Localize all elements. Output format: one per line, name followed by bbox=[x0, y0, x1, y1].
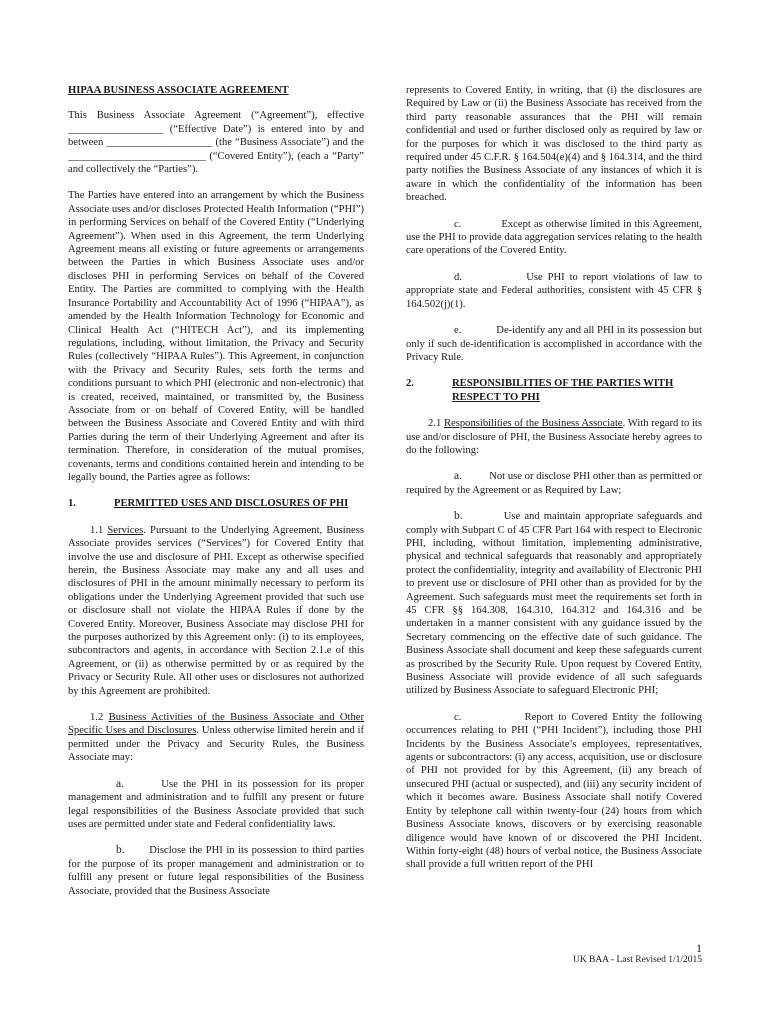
section-number: 1. bbox=[68, 498, 76, 510]
section-2-heading bbox=[406, 377, 702, 404]
recitals-paragraph: The Parties have entered into an arrangement by which the Business Associate uses and/or discloses Protected Health Information (“PHI”) in performing Services on behalf of the Covered Entity (“Underlying Agreement”). When used in this Agreement, the term Underlying Agreement means all existing or future agreements or arrangements between the Parties in which Business Associate uses and/or discloses PHI in performing Services on behalf of the Covered Entity. The Parties are committed to complying with the Health Insurance Portability and Accountability Act of 1996 (“HIPAA”), as amended by the Health Information Technology for Economic and Clinical Health Act (“HITECH Act”), and its implementing regulations, including, without limitation, the Privacy and Security Rules (collectively “HIPAA Rules”). This Agreement, in conjunction with the Privacy and Security Rules, sets forth the terms and conditions pursuant to which PHI (electronic and non-electronic) that is created, received, maintained, or transmitted by, the Business Associate from or on behalf of Covered Entity, will be handled between the Business Associate and Covered Entity and with third Parties during the term of their Underlying Agreement and after its termination. Therefore, in consideration of the mutual promises, covenants, terms and conditions contained herein and intending to be legally bound, the Parties agree as follows: bbox=[68, 190, 364, 483]
subclause-label: b. bbox=[454, 510, 463, 523]
subclause-c bbox=[406, 218, 702, 258]
subclause-label: c. bbox=[454, 218, 462, 230]
subclause-label: e. bbox=[454, 325, 462, 337]
subclause-2-1-b bbox=[406, 510, 702, 698]
section-1-heading bbox=[68, 497, 364, 510]
clause-text: . With regard to its use and/or disclosure of PHI, the Business Associate hereby agrees to do the following: bbox=[406, 418, 702, 456]
subclause-text: Except as otherwise limited in this Agreement, use the PHI to provide data aggregation services relating to the health care operations of the Covered Entity. bbox=[406, 218, 702, 257]
subclause-text: Use the PHI in its possession for its proper management and administration and to fulfill any present or future legal responsibilities of the Business Associate provided that such uses are permitted under state and Federal confidentiality laws. bbox=[68, 778, 364, 830]
subclause-label: d. bbox=[454, 271, 462, 283]
clause-heading: Business Activities of the Business Associate and Other Specific Uses and Disclosures bbox=[68, 712, 364, 737]
subclause-text: Use PHI to report violations of law to appropriate state and Federal authorities, consistent with 45 CFR § 164.502(j)(1). bbox=[406, 271, 702, 310]
clause-label: 2.1 bbox=[428, 418, 442, 430]
clause-2-1 bbox=[406, 417, 702, 457]
clause-1-2 bbox=[68, 711, 364, 765]
section-title: PERMITTED USES AND DISCLOSURES OF PHI bbox=[114, 498, 349, 510]
left-column bbox=[68, 84, 364, 911]
clause-label: 1.2 bbox=[90, 712, 104, 724]
subclause-text: Report to Covered Entity the following occurrences relating to PHI (“PHI Incident”), including those PHI Incidents by the Business Associate’s employees, representatives, agents or subcontractors: (i) any access, acquisition, use or disclosure of PHI not provided for by this Agreement, (ii) any breach of unsecured PHI (actual or suspected), and (iii) any security incident of which it becomes aware. Business Associate shall notify Covered Entity by telephone call within twenty-four (24) hours from which Business Associate knows, discovers or by exercising reasonable diligence would have known of or discovered the PHI Incident. Within forty-eight (48) hours of verbal notice, the Business Associate shall provide a full written report of the PHI bbox=[406, 711, 702, 871]
clause-text: . Unless otherwise limited herein and if permitted under the Privacy and Security Rules, the Business Associate may: bbox=[68, 725, 365, 764]
subclause-label: a. bbox=[116, 777, 124, 790]
clause-heading: Responsibilities of the Business Associate bbox=[443, 418, 623, 430]
clause-text: . Pursuant to the Underlying Agreement, Business Associate provides services (“Services”) for Covered Entity that involve the use and disclosure of PHI. Except as otherwise specified herein, the Business Associate may make any and all uses and disclosures of PHI in the amount minimally necessary to perform its obligations under the Underlying Agreement provided that such use or disclosure shall not violate the HIPAA Rules if done by the Covered Entity. Moreover, Business Associate may disclose PHI for the purposes authorized by this Agreement only: (i) to its employees, subcontractors and agents, in accordance with Section 2.1.e of this Agreement, or (ii) as otherwise permitted by or as required by the Privacy or Security Rule. All other uses or disclosures not authorized by this Agreement are prohibited. bbox=[68, 524, 364, 697]
page-number: 1 bbox=[696, 941, 702, 955]
clause-label: 1.1 bbox=[90, 524, 104, 536]
subclause-b bbox=[68, 844, 364, 898]
subclause-text: De-identify any and all PHI in its possession but only if such de-identification is accomplished in accordance with the Privacy Rule. bbox=[406, 325, 702, 363]
intro-paragraph: This Business Associate Agreement (“Agreement”), effective __________________ (“Effective Date”) is entered into by and between ____________________ (the “Business Associate”) and the __________________________ (“Covered Entity”), (each a “Party” and collectively the “Parties”). bbox=[68, 110, 364, 176]
subclause-label: c. bbox=[454, 711, 462, 723]
clause-heading: Services bbox=[107, 524, 144, 536]
subclause-d bbox=[406, 271, 702, 311]
revision-note: UK BAA - Last Revised 1/1/2015 bbox=[572, 955, 702, 965]
subclause-2-1-a bbox=[406, 470, 702, 497]
section-number: 2. bbox=[406, 378, 414, 390]
subclause-e bbox=[406, 324, 702, 364]
subclause-a bbox=[68, 778, 364, 832]
subclause-label: b. bbox=[116, 844, 125, 857]
document-title: HIPAA BUSINESS ASSOCIATE AGREEMENT bbox=[68, 85, 289, 96]
subclause-label: a. bbox=[454, 470, 462, 483]
subclause-b-continued: represents to Covered Entity, in writing, that (i) the disclosures are Required by Law or (ii) the Business Associate has received from the third party reasonable assurances that the PHI will remain confidential and used or further disclosed only as required by law or for the purposes for which it was disclosed to the third party as required under 45 C.F.R. § 164.504(e)(4) and § 164.314, and the third party notifies the Business Associate of any instances of which it is aware in which the confidentiality of the information has been breached. bbox=[406, 85, 703, 204]
subclause-text: Disclose the PHI in its possession to third parties for the purpose of its proper management and administration or to fulfill any present or future legal responsibilities of the Business Associate, provided that the Business Associate bbox=[68, 845, 364, 897]
page-footer bbox=[560, 942, 702, 966]
subclause-text: Not use or disclose PHI other than as permitted or required by the Agreement or as Required by Law; bbox=[406, 471, 703, 496]
clause-1-1 bbox=[68, 524, 364, 698]
subclause-text: Use and maintain appropriate safeguards and comply with Subpart C of 45 CFR Part 164 with respect to Electronic PHI, including, without limitation, implementing administrative, physical and technical safeguards that reasonably and appropriately protect the confidentiality, integrity and availability of Electronic PHI to prevent use or disclosure of PHI other than as provided for by the Agreement. Such safeguards must meet the requirements set forth in 45 CFR §§ 164.308, 164.310, 164.312 and 164.316 and be undertaken in a manner consistent with any guidance issued by the Secretary commencing on the effective date of such guidance. The Business Associate shall document and keep these safeguards current as proscribed by the Security Rule. Upon request by Covered Entity, Business Associate will provide evidence of all such safeguards utilized by Business Associate to safeguard Electronic PHI; bbox=[406, 511, 702, 697]
section-title: RESPONSIBILITIES OF THE PARTIES WITH RESPECT TO PHI bbox=[452, 378, 674, 403]
subclause-2-1-c bbox=[406, 711, 702, 872]
right-column bbox=[406, 84, 702, 885]
